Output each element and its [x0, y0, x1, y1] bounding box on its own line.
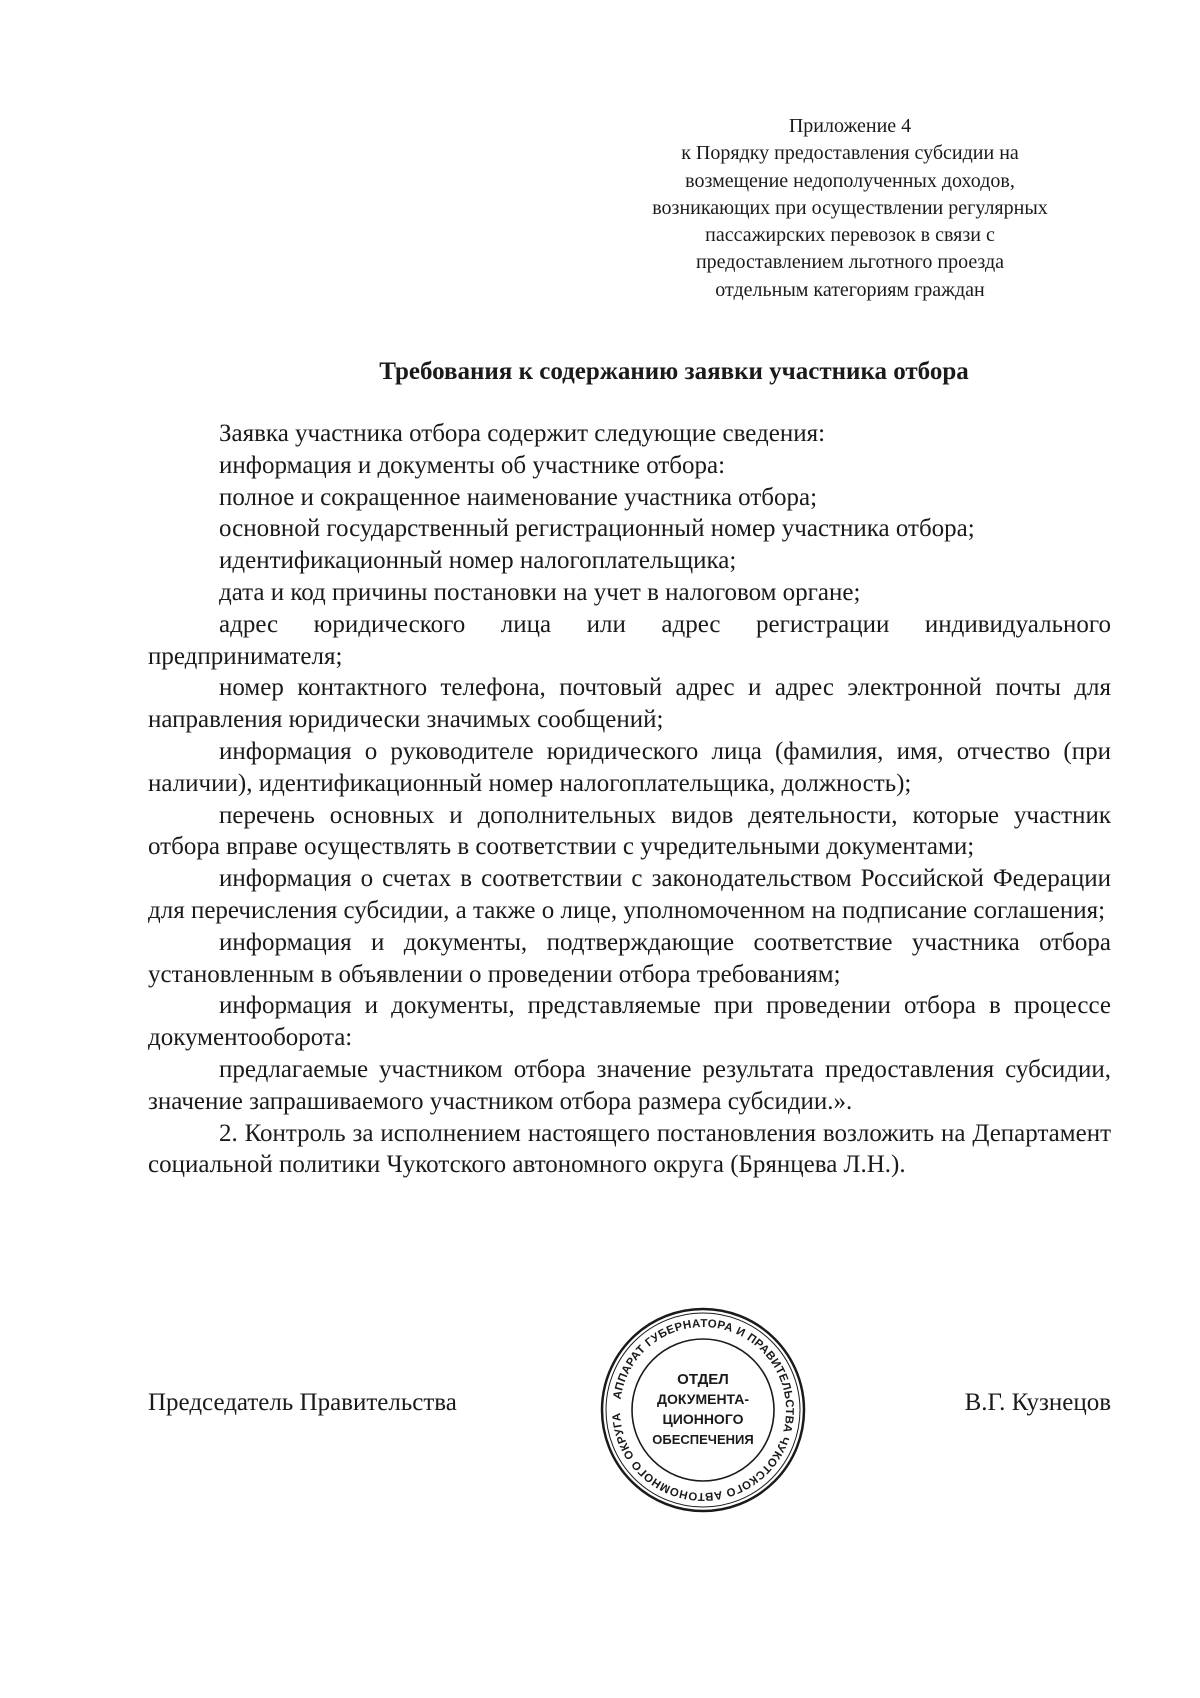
paragraph: информация и документы, подтверждающие соответствие участника отбора установленным в объявлении о проведении отбора требованиям;: [148, 928, 1111, 988]
document-title: Требования к содержанию заявки участника отбора: [379, 358, 969, 385]
paragraph: предлагаемые участником отбора значение результата предоставления субсидии, значение запрашиваемого участником отбора размера субсидии.».: [148, 1055, 1111, 1115]
svg-text:ЦИОННОГО: ЦИОННОГО: [662, 1411, 744, 1427]
appendix-line: пассажирских перевозок в связи с: [705, 224, 995, 247]
paragraph: основной государственный регистрационный номер участника отбора;: [219, 515, 975, 543]
svg-text:АППАРАТ ГУБЕРНАТОРА И ПРАВИТЕЛ: АППАРАТ ГУБЕРНАТОРА И ПРАВИТЕЛЬСТВА ЧУКОТСКОГО АВТОНОМНОГО ОКРУГА: [610, 1317, 796, 1503]
appendix-line: возмещение недополученных доходов,: [685, 169, 1015, 192]
paragraph: информация о счетах в соответствии с законодательством Российской Федерации для перечисления субсидии, а также о лице, уполномоченном на подписание соглашения;: [148, 865, 1111, 924]
signatory-position: Председатель Правительства: [148, 1389, 457, 1416]
paragraph: информация о руководителе юридического лица (фамилия, имя, отчество (при наличии), идентификационный номер налогоплательщика, должность);: [148, 737, 1111, 797]
svg-text:ОБЕСПЕЧЕНИЯ: ОБЕСПЕЧЕНИЯ: [652, 1432, 754, 1447]
paragraph: дата и код причины постановки на учет в налоговом органе;: [219, 578, 861, 606]
paragraph: номер контактного телефона, почтовый адрес и адрес электронной почты для направления юридически значимых сообщений;: [148, 674, 1111, 734]
appendix-line: отдельным категориям граждан: [715, 278, 985, 301]
svg-text:ОТДЕЛ: ОТДЕЛ: [677, 1371, 729, 1388]
svg-text:ДОКУМЕНТА-: ДОКУМЕНТА-: [656, 1391, 750, 1407]
appendix-line: Приложение 4: [788, 115, 912, 137]
paragraph: информация и документы, представляемые при проведении отбора в процессе документооборота:: [148, 992, 1111, 1052]
document-body: [148, 418, 1111, 1181]
paragraph: идентификационный номер налогоплательщика;: [219, 547, 737, 575]
signatory-name: В.Г. Кузнецов: [964, 1389, 1111, 1416]
paragraph: информация и документы об участнике отбора:: [219, 451, 726, 479]
appendix-header: [620, 113, 1080, 304]
paragraph: Заявка участника отбора содержит следующие сведения:: [219, 420, 826, 447]
appendix-line: предоставлением льготного проезда: [695, 251, 1005, 274]
paragraph: адрес юридического лица или адрес регистрации индивидуального предпринимателя;: [148, 610, 1111, 670]
official-stamp: [597, 1304, 809, 1516]
appendix-line: возникающих при осуществлении регулярных: [652, 196, 1048, 219]
appendix-line: к Порядку предоставления субсидии на: [681, 142, 1019, 165]
paragraph: перечень основных и дополнительных видов деятельности, которые участник отбора вправе осуществлять в соответствии с учредительными документами;: [148, 801, 1111, 861]
paragraph: 2. Контроль за исполнением настоящего постановления возложить на Департамент социальной политики Чукотского автономного округа (Брянцева Л.Н.).: [148, 1119, 1111, 1179]
paragraph: полное и сокращенное наименование участника отбора;: [219, 483, 818, 511]
